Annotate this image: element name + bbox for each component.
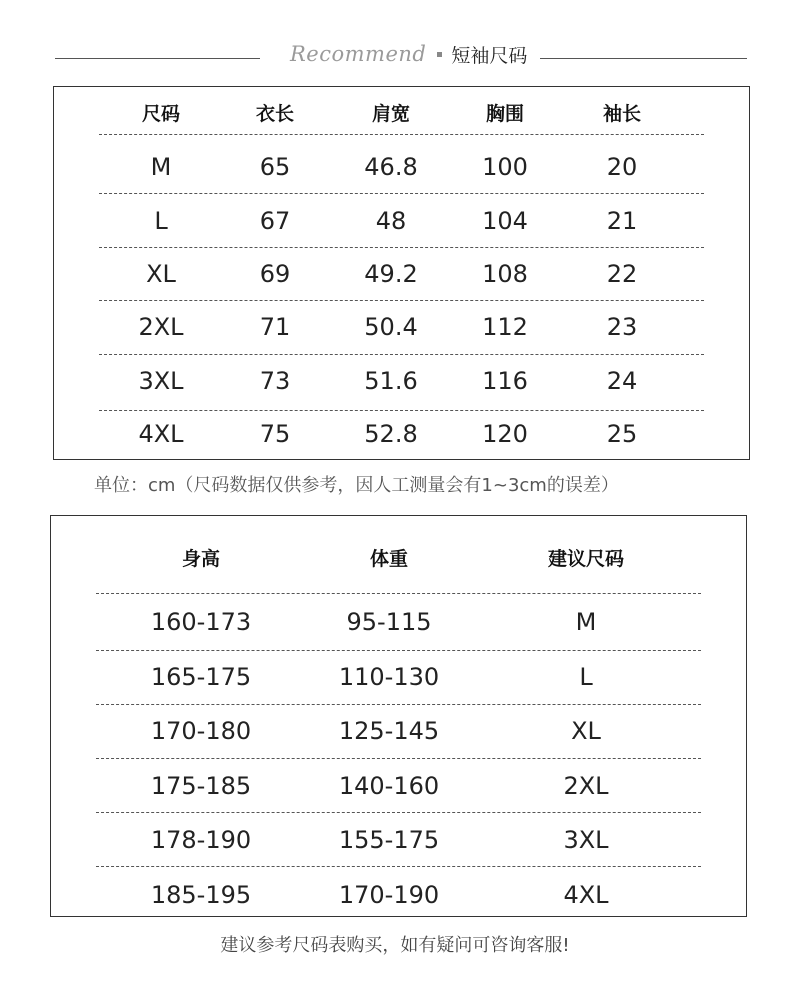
recommend_table-divider [96, 866, 701, 867]
size_table-header-1: 衣长 [255, 103, 295, 125]
recommend_table-cell: 170-190 [338, 881, 440, 909]
recommend_table-cell: 110-130 [338, 663, 440, 691]
size_table-divider [99, 354, 704, 355]
page-title: 短袖尺码 [451, 44, 528, 67]
recommend_table-cell: 178-190 [150, 826, 252, 854]
recommend_table-cell: 185-195 [150, 881, 252, 909]
size_table-cell: 22 [606, 260, 638, 288]
size_table-cell: 104 [482, 207, 528, 235]
size_table-cell: 51.6 [364, 367, 418, 395]
size_table-divider [99, 193, 704, 194]
size_table-cell: 21 [606, 207, 638, 235]
size_table-cell: 69 [259, 260, 291, 288]
recommend_table-header-2: 建议尺码 [547, 548, 625, 570]
size-table [53, 86, 750, 460]
size_table-cell: 73 [259, 367, 291, 395]
size_table-cell: 46.8 [364, 153, 418, 181]
recommend_table-cell: 175-185 [150, 772, 252, 800]
recommend_table-cell: 170-180 [150, 717, 252, 745]
size_table-divider [99, 410, 704, 411]
size_table-cell: 71 [259, 313, 291, 341]
size_table-header-2: 肩宽 [371, 103, 411, 125]
size_table-header-3: 胸围 [485, 103, 525, 125]
size_table-cell: 23 [606, 313, 638, 341]
recommend_table-cell: 125-145 [338, 717, 440, 745]
size_table-cell: 4XL [138, 420, 184, 448]
recommend_table-cell: XL [571, 717, 601, 745]
header-line-right [540, 58, 747, 59]
size_table-cell: M [150, 153, 172, 181]
size_table-header-4: 袖长 [602, 103, 642, 125]
recommend_table-divider [96, 758, 701, 759]
recommend_table-cell: L [579, 663, 593, 691]
size_table-cell: 112 [482, 313, 528, 341]
recommend_table-cell: M [575, 608, 597, 636]
recommend_table-cell: 155-175 [338, 826, 440, 854]
header-title [290, 38, 527, 70]
size_table-cell: 108 [482, 260, 528, 288]
recommend_table-cell: 95-115 [346, 608, 432, 636]
size_table-cell: 2XL [138, 313, 184, 341]
recommend_table-header-0: 身高 [181, 548, 221, 570]
title-dot [437, 52, 442, 57]
size_table-cell: L [154, 207, 168, 235]
recommend_table-cell: 160-173 [150, 608, 252, 636]
recommend_table-cell: 2XL [563, 772, 609, 800]
size_table-header-0: 尺码 [141, 103, 181, 125]
footer-note: 建议参考尺码表购买，如有疑问可咨询客服! [220, 935, 570, 956]
size_table-cell: 75 [259, 420, 291, 448]
size_table-divider [99, 247, 704, 248]
recommend_table-divider [96, 650, 701, 651]
size_table-cell: 49.2 [364, 260, 418, 288]
size_table-cell: 48 [375, 207, 407, 235]
size_table-cell: 52.8 [364, 420, 418, 448]
size_table-cell: 120 [482, 420, 528, 448]
recommend-table [50, 515, 747, 917]
size_table-cell: 100 [482, 153, 528, 181]
size_table-cell: 3XL [138, 367, 184, 395]
unit-note: 单位：cm（尺码数据仅供参考，因人工测量会有1~3cm的误差） [94, 475, 619, 496]
size_table-cell: 24 [606, 367, 638, 395]
recommend_table-header-1: 体重 [369, 548, 409, 570]
recommend_table-divider [96, 812, 701, 813]
recommend_table-divider [96, 593, 701, 594]
recommend_table-cell: 165-175 [150, 663, 252, 691]
size_table-cell: 116 [482, 367, 528, 395]
size_table-divider [99, 134, 704, 135]
size_table-cell: 25 [606, 420, 638, 448]
header-line-left [55, 58, 260, 59]
recommend_table-cell: 3XL [563, 826, 609, 854]
size_table-cell: 20 [606, 153, 638, 181]
size_table-cell: XL [146, 260, 176, 288]
size_table-divider [99, 300, 704, 301]
size_table-cell: 65 [259, 153, 291, 181]
script-title: Recommend [290, 42, 427, 66]
recommend_table-cell: 4XL [563, 881, 609, 909]
size_table-cell: 67 [259, 207, 291, 235]
recommend_table-divider [96, 704, 701, 705]
recommend_table-cell: 140-160 [338, 772, 440, 800]
size_table-cell: 50.4 [364, 313, 418, 341]
